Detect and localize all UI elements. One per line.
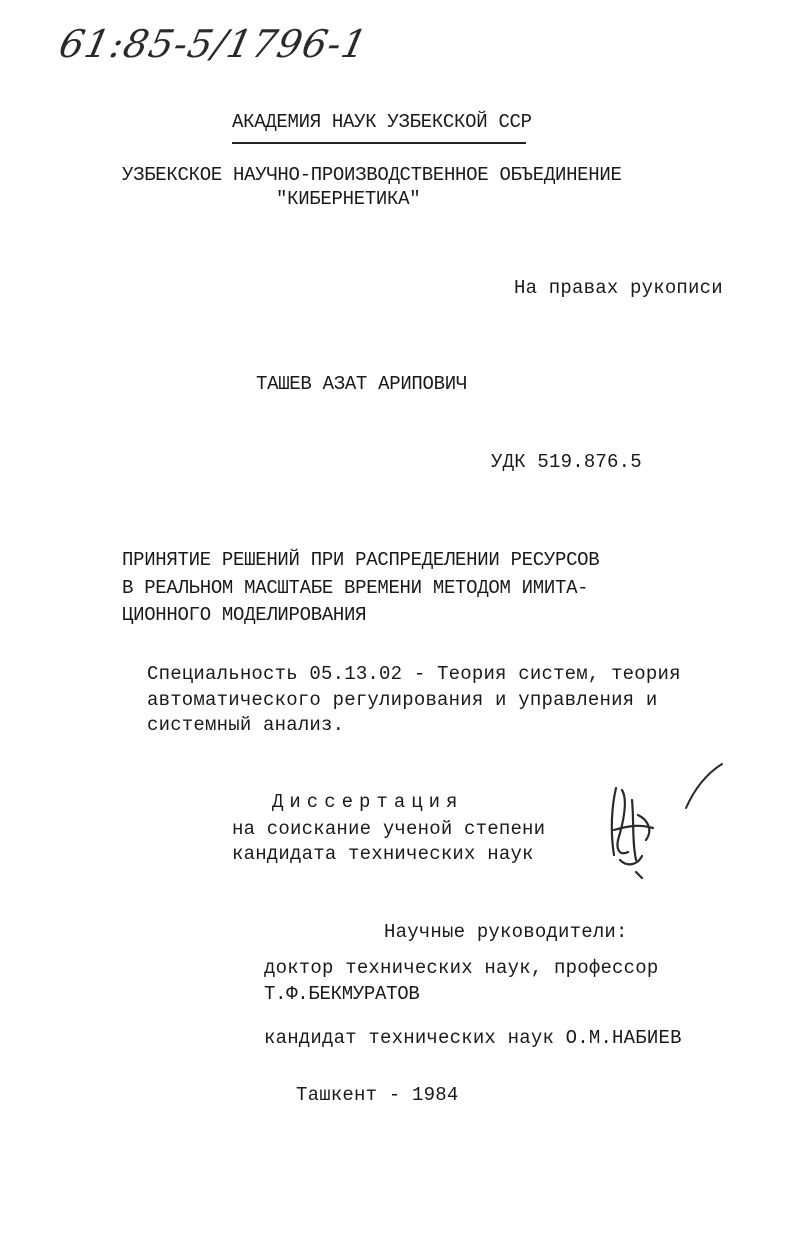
academy-underline — [232, 142, 526, 144]
specialty-line-1: Специальность 05.13.02 - Теория систем, теория — [147, 663, 681, 685]
rights-note: На правах рукописи — [514, 277, 723, 299]
udc-code: УДК 519.876.5 — [491, 451, 642, 473]
academy-name: АКАДЕМИЯ НАУК УЗБЕКСКОЙ ССР — [232, 111, 532, 133]
title-line-1: ПРИНЯТИЕ РЕШЕНИЙ ПРИ РАСПРЕДЕЛЕНИИ РЕСУРСОВ — [122, 549, 600, 571]
place-year: Ташкент - 1984 — [296, 1084, 459, 1106]
dissertation-heading: Диссертация — [272, 791, 464, 813]
archive-number: 61:85-5/1796-1 — [55, 22, 372, 66]
author-name: ТАШЕВ АЗАТ АРИПОВИЧ — [256, 373, 467, 395]
organization-line-1: УЗБЕКСКОЕ НАУЧНО-ПРОИЗВОДСТВЕННОЕ ОБЪЕДИНЕНИЕ — [122, 164, 622, 186]
title-line-3: ЦИОННОГО МОДЕЛИРОВАНИЯ — [122, 604, 367, 626]
specialty-line-3: системный анализ. — [147, 714, 345, 736]
supervisor-1-title: доктор технических наук, профессор — [264, 957, 659, 979]
supervisors-heading: Научные руководители: — [384, 921, 628, 943]
organization-line-2: "КИБЕРНЕТИКА" — [276, 188, 421, 210]
dissertation-line-3: кандидата технических наук — [232, 843, 534, 865]
title-line-2: В РЕАЛЬНОМ МАСШТАБЕ ВРЕМЕНИ МЕТОДОМ ИМИТА- — [122, 577, 589, 599]
dissertation-line-2: на соискание ученой степени — [232, 818, 546, 840]
supervisor-1-name: Т.Ф.БЕКМУРАТОВ — [264, 983, 420, 1005]
specialty-line-2: автоматического регулирования и управления и — [147, 689, 658, 711]
supervisor-2: кандидат технических наук О.М.НАБИЕВ — [264, 1027, 682, 1049]
signature-mark — [598, 760, 728, 880]
